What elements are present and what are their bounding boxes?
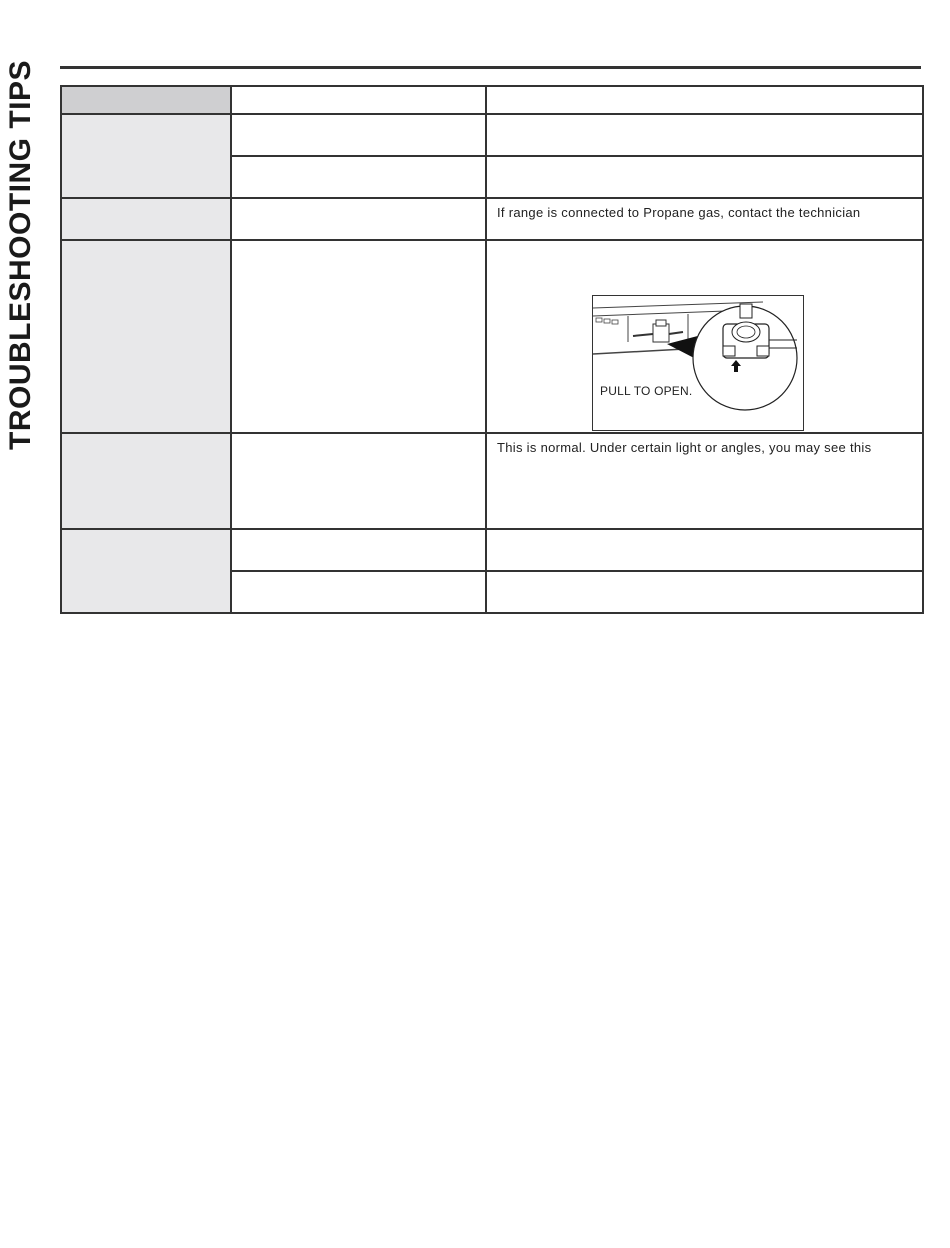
cause-cell xyxy=(231,240,486,433)
illustration-caption: PULL TO OPEN. xyxy=(600,384,693,398)
cause-cell xyxy=(231,156,486,198)
header-problem-cell xyxy=(61,86,231,114)
cause-cell xyxy=(231,571,486,613)
propane-solution-text: If range is connected to Propane gas, contact the technician xyxy=(497,205,861,220)
solution-cell xyxy=(486,529,923,571)
problem-cell xyxy=(61,240,231,433)
gas-shutoff-valve-icon xyxy=(593,296,803,430)
solution-cell xyxy=(486,114,923,156)
table-header-row xyxy=(61,86,923,114)
troubleshooting-table xyxy=(60,85,924,614)
normal-solution-text: This is normal. Under certain light or angles, you may see this xyxy=(497,440,872,455)
gas-valve-illustration xyxy=(592,295,804,431)
cause-cell xyxy=(231,433,486,529)
top-rule xyxy=(60,66,921,69)
solution-cell xyxy=(486,571,923,613)
solution-cell xyxy=(486,198,923,240)
table-row xyxy=(61,198,923,240)
solution-cell xyxy=(486,156,923,198)
table-row xyxy=(61,240,923,433)
cause-cell xyxy=(231,198,486,240)
cause-cell xyxy=(231,114,486,156)
table-row xyxy=(61,433,923,529)
table-row xyxy=(61,114,923,156)
problem-cell xyxy=(61,529,231,613)
table-row xyxy=(61,529,923,571)
header-solution-cell xyxy=(486,86,923,114)
problem-cell xyxy=(61,114,231,198)
cause-cell xyxy=(231,529,486,571)
page-side-title: TROUBLESHOOTING TIPS xyxy=(4,59,37,450)
header-cause-cell xyxy=(231,86,486,114)
solution-cell xyxy=(486,240,923,433)
solution-cell xyxy=(486,433,923,529)
problem-cell xyxy=(61,198,231,240)
problem-cell xyxy=(61,433,231,529)
